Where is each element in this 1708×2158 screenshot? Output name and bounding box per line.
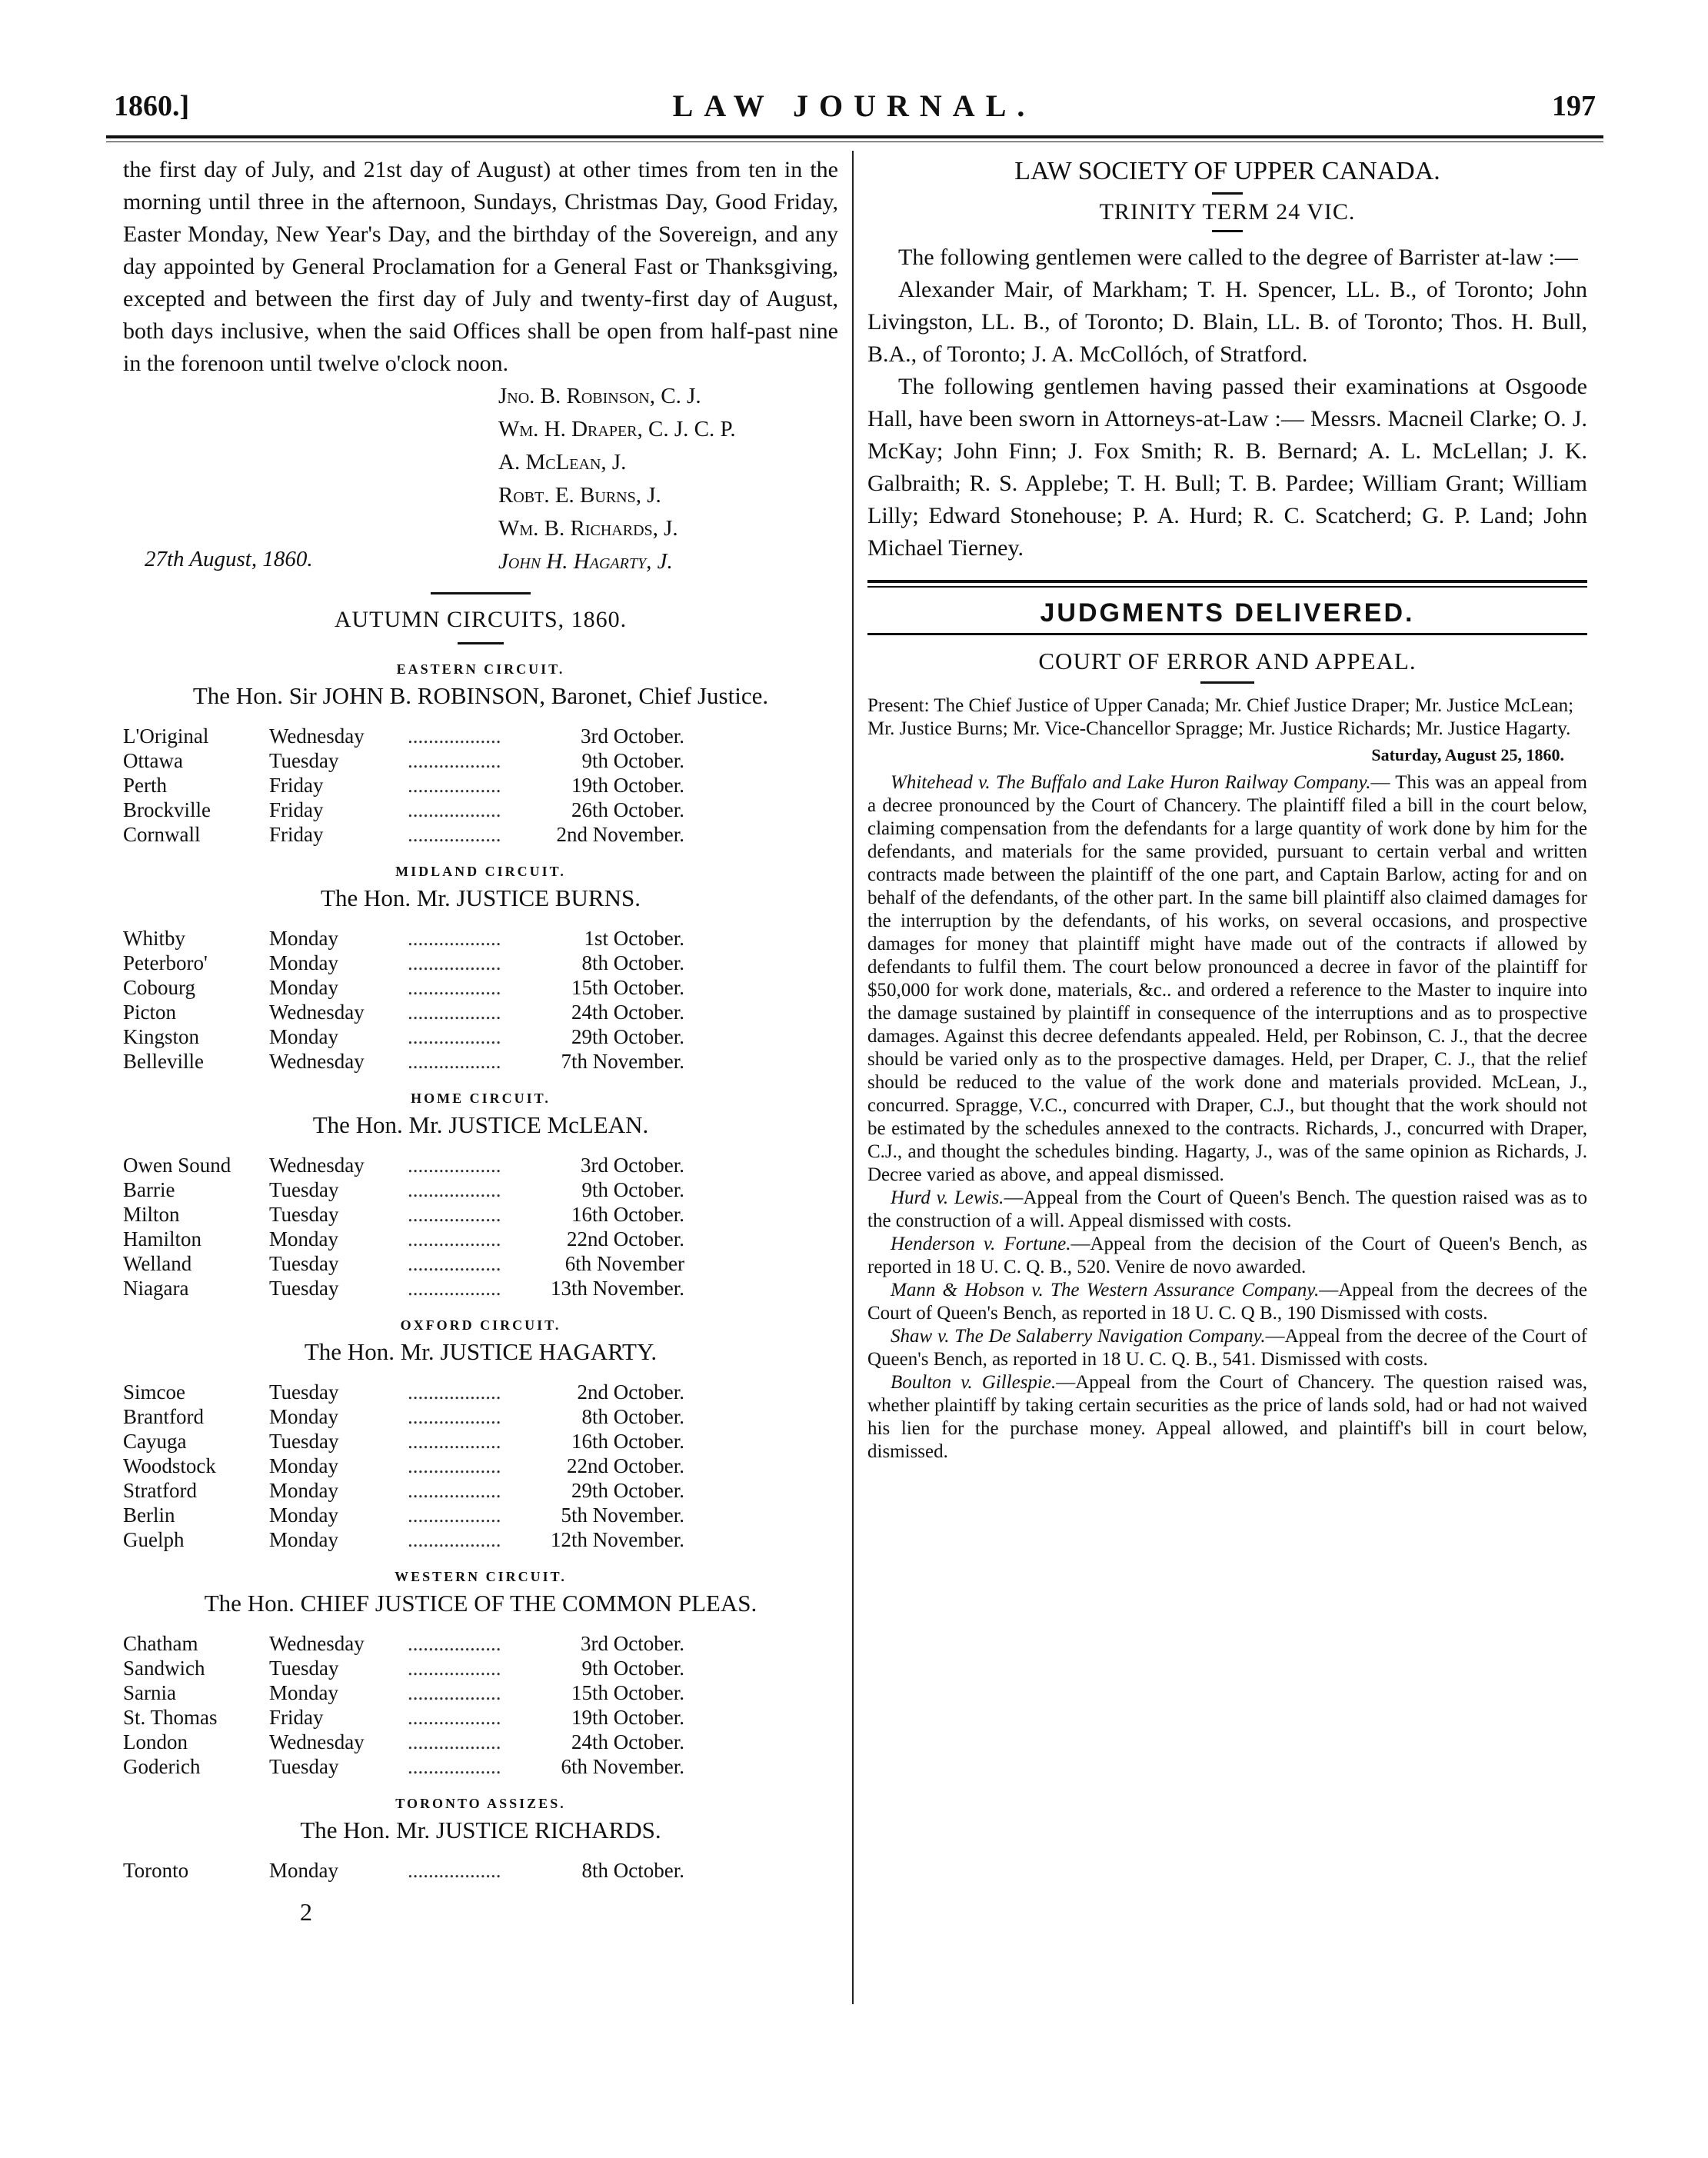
circuit-town: Ottawa <box>123 749 183 772</box>
leader-dots: .................. <box>408 1706 501 1729</box>
society-title: LAW SOCIETY OF UPPER CANADA. <box>1014 157 1440 185</box>
circuit-day: Friday <box>269 823 324 846</box>
circuit-town: Guelph <box>123 1528 185 1551</box>
circuit-day: Monday <box>269 976 338 999</box>
circuit-day: Wednesday <box>269 1730 365 1753</box>
circuit-date: 2nd October. <box>577 1380 684 1404</box>
barristers-intro: The following gentlemen were called to the degree of Barrister at-law :— <box>898 245 1578 270</box>
circuit-date: 13th November. <box>551 1277 684 1300</box>
present-judges: Present: The Chief Justice of Upper Canada; Mr. Chief Justice Draper; Mr. Justice McLean; Mr. Justice Burns; Mr. Vice-Chancellor Spragge; Mr. Justice Richards; Mr. Justice Hagarty. <box>867 695 1574 739</box>
circuit-day: Friday <box>269 1706 324 1729</box>
signature: John H. Hagarty, J. <box>498 549 673 574</box>
double-rule <box>867 580 1587 588</box>
circuit-town: Cornwall <box>123 823 201 846</box>
circuit-day: Tuesday <box>269 1277 339 1300</box>
leader-dots: .................. <box>408 1859 501 1882</box>
circuit-day: Monday <box>269 951 338 974</box>
circuit-name: OXFORD CIRCUIT. <box>400 1317 561 1333</box>
cases-list <box>867 771 1587 1464</box>
circuit-day: Tuesday <box>269 1657 339 1680</box>
circuit-row <box>123 1404 684 1429</box>
circuit-day: Tuesday <box>269 1252 339 1275</box>
journal-title: LAW JOURNAL. <box>672 88 1036 123</box>
case-report <box>867 1325 1587 1371</box>
attorneys-paragraph: The following gentlemen having passed their examinations at Osgoode Hall, have been sworn in Attorneys-at-Law :— Messrs. Macneil Clarke; O. J. McKay; John Finn; J. Fox Smith; R. B. Bernard; A. L. McLellan; J. K. Galbraith; R. S. Applebe; T. H. Bull; T. B. Pardee; William Grant; William Lilly; Edward Stonehouse; P. A. Hurd; R. C. Scatcherd; G. P. Land; John Michael Tierney. <box>867 374 1587 561</box>
leader-dots: .................. <box>408 1252 501 1275</box>
right-column <box>867 154 1587 1464</box>
circuit-date: 19th October. <box>571 774 684 797</box>
circuit-town: Kingston <box>123 1025 200 1048</box>
circuit-table <box>123 1153 684 1300</box>
section-rule <box>1212 192 1243 195</box>
barristers-list: Alexander Mair, of Markham; T. H. Spencer, LL. B., of Toronto; John Livingston, LL. B., of Toronto; D. Blain, LL. B. of Toronto; Thos. H. Bull, B.A., of Toronto; J. A. McCollóch, of Stratford. <box>867 277 1587 367</box>
circuit-day: Monday <box>269 1227 338 1251</box>
signature: Wm. H. Draper, C. J. C. P. <box>498 417 736 441</box>
circuit-day: Monday <box>269 1681 338 1704</box>
case-name: Boulton v. Gillespie. <box>891 1372 1057 1393</box>
circuit-date: 24th October. <box>571 1001 684 1024</box>
circuit-town: Barrie <box>123 1178 175 1201</box>
circuit-name: HOME CIRCUIT. <box>411 1091 551 1106</box>
leader-dots: .................. <box>408 774 501 797</box>
circuit-town: Goderich <box>123 1755 201 1778</box>
leader-dots: .................. <box>408 927 501 950</box>
page-number: 197 <box>1552 90 1596 122</box>
circuit-town: London <box>123 1730 188 1753</box>
circuits-title: AUTUMN CIRCUITS, 1860. <box>334 607 628 632</box>
signature: Jno. B. Robinson, C. J. <box>498 384 701 408</box>
circuit-name: MIDLAND CIRCUIT. <box>395 864 566 879</box>
circuit-town: Woodstock <box>123 1454 216 1477</box>
circuit-table <box>123 1631 684 1779</box>
circuit-town: Cayuga <box>123 1430 187 1453</box>
leader-dots: .................. <box>408 951 501 974</box>
circuit-name: WESTERN CIRCUIT. <box>395 1569 567 1584</box>
circuit-town: Niagara <box>123 1277 189 1300</box>
circuit-date: 5th November. <box>561 1504 684 1527</box>
leader-dots: .................. <box>408 798 501 821</box>
circuit-day: Monday <box>269 1025 338 1048</box>
case-report <box>867 1187 1587 1233</box>
circuit-row <box>123 1227 684 1251</box>
circuit-town: Picton <box>123 1001 177 1024</box>
circuit-date: 2nd November. <box>556 823 684 846</box>
circuit-date: 22nd October. <box>567 1227 684 1251</box>
circuit-row <box>123 1251 684 1276</box>
case-name: Hurd v. Lewis. <box>891 1187 1004 1208</box>
circuit-day: Monday <box>269 927 338 950</box>
circuit-day: Tuesday <box>269 749 339 772</box>
circuit-table <box>123 1858 684 1883</box>
circuit-table <box>123 724 684 847</box>
leader-dots: .................. <box>408 1001 501 1024</box>
circuit-row <box>123 1153 684 1177</box>
circuit-day: Wednesday <box>269 1154 365 1177</box>
column-divider <box>852 151 854 2004</box>
circuit-table <box>123 926 684 1074</box>
circuit-date: 1st October. <box>584 927 684 950</box>
case-text: —Appeal from the decree of the Court of Queen's Bench, as reported in 18 U. C. Q. B., 541. Dismissed with costs. <box>867 1326 1587 1370</box>
leader-dots: .................. <box>408 1632 501 1655</box>
signature: A. McLean, J. <box>498 450 627 475</box>
circuit-row <box>123 1503 684 1527</box>
circuit-row <box>123 1858 684 1883</box>
circuit-date: 8th October. <box>581 1859 684 1882</box>
circuit-table <box>123 1380 684 1552</box>
circuit-row <box>123 1527 684 1552</box>
circuit-day: Friday <box>269 798 324 821</box>
case-text: —Appeal from the decision of the Court of Queen's Bench, as reported in 18 U. C. Q. B., 520. Venire de novo awarded. <box>867 1234 1587 1277</box>
circuit-row <box>123 1754 684 1779</box>
circuit-date: 3rd October. <box>581 724 684 748</box>
circuit-row <box>123 1024 684 1049</box>
leader-dots: .................. <box>408 1504 501 1527</box>
circuit-judge: The Hon. Mr. JUSTICE BURNS. <box>321 884 641 911</box>
leader-dots: .................. <box>408 1178 501 1201</box>
leader-dots: .................. <box>408 1380 501 1404</box>
leader-dots: .................. <box>408 823 501 846</box>
circuit-row <box>123 1656 684 1680</box>
circuit-row <box>123 822 684 847</box>
circuit-row <box>123 975 684 1000</box>
leader-dots: .................. <box>408 1681 501 1704</box>
circuit-date: 8th October. <box>581 951 684 974</box>
page-header <box>106 83 1602 137</box>
circuit-date: 16th October. <box>571 1203 684 1226</box>
circuit-date: 7th November. <box>561 1050 684 1073</box>
case-text: —Appeal from the Court of Queen's Bench. The question raised was as to the construction of a will. Appeal dismissed with costs. <box>867 1187 1587 1231</box>
case-text: —Appeal from the Court of Chancery. The question raised was, whether plaintiff by taking certain securities as the price of lands sold, had or had not waived his lien for the purchase money. Appeal allowed, and plaintiff's bill in court below, dismissed. <box>867 1372 1587 1462</box>
leader-dots: .................. <box>408 1405 501 1428</box>
leader-dots: .................. <box>408 1154 501 1177</box>
leader-dots: .................. <box>408 1755 501 1778</box>
case-name: Henderson v. Fortune. <box>891 1234 1071 1254</box>
circuit-date: 9th October. <box>581 749 684 772</box>
circuit-town: Perth <box>123 774 167 797</box>
circuit-day: Monday <box>269 1504 338 1527</box>
circuit-date: 22nd October. <box>567 1454 684 1477</box>
judgments-rule <box>867 633 1587 635</box>
leader-dots: .................. <box>408 1227 501 1251</box>
circuit-row <box>123 1429 684 1454</box>
circuit-day: Wednesday <box>269 1632 365 1655</box>
section-rule <box>431 592 531 594</box>
leader-dots: .................. <box>408 1025 501 1048</box>
header-year: 1860.] <box>114 90 190 122</box>
leader-dots: .................. <box>408 1203 501 1226</box>
signature-mark: 2 <box>300 1898 312 1926</box>
circuit-day: Friday <box>269 774 324 797</box>
case-text: — This was an appeal from a decree pronounced by the Court of Chancery. The plaintiff filed a bill in the court below, claiming compensation from the defendants for a large quantity of work done by him for the defendants, and materials for the same provided, pursuant to certain verbal and written contracts made between the plaintiff of the one part, and Captain Barlow, acting for and on behalf of the defendants, of the other part. In the same bill plaintiff also claimed damages for the interruption by the defendants, of his works, on several occasions, and prospective damages for money that plaintiff might have made out of the contracts if allowed by defendants to fulfil them. The court below pronounced a decree in favor of the plaintiff for $50,000 for work done, materials, &c.. and ordered a reference to the Master to inquire into the damage sustained by plaintiff in consequence of the interruptions and as to prospective damages. Against this decree defendants appealed. Held, per Robinson, C. J., that the decree should be varied only as to the prospective damages. Held, per Draper, C. J., that the relief should be reduced to the value of the work done and materials provided. McLean, J., concurred. Spragge, V.C., concurred with Draper, C.J., but thought that the work should not be estimated by the schedules annexed to the contracts. Richards, J., concurred with Draper, C.J., and thought the schedules binding. Hagarty, J., was of the same opinion as Richards, J. Decree varied as above, and appeal dismissed. <box>867 772 1587 1185</box>
circuit-date: 29th October. <box>571 1025 684 1048</box>
circuit-date: 19th October. <box>571 1706 684 1729</box>
circuit-date: 24th October. <box>571 1730 684 1753</box>
case-report <box>867 1233 1587 1279</box>
circuit-row <box>123 1454 684 1478</box>
circuit-row <box>123 773 684 798</box>
circuit-town: Hamilton <box>123 1227 201 1251</box>
circuit-town: Simcoe <box>123 1380 185 1404</box>
left-column <box>123 154 838 1927</box>
leader-dots: .................. <box>408 1277 501 1300</box>
circuit-day: Tuesday <box>269 1430 339 1453</box>
circuit-town: Milton <box>123 1203 180 1226</box>
signatures-block <box>123 380 838 581</box>
circuit-day: Tuesday <box>269 1755 339 1778</box>
circuit-row <box>123 748 684 773</box>
circuit-town: Cobourg <box>123 976 196 999</box>
header-rule <box>106 135 1603 138</box>
circuit-date: 9th October. <box>581 1657 684 1680</box>
circuit-town: Peterboro' <box>123 951 208 974</box>
case-report <box>867 771 1587 1187</box>
judgments-title: JUDGMENTS DELIVERED. <box>1040 598 1415 628</box>
leader-dots: .................. <box>408 1050 501 1073</box>
leader-dots: .................. <box>408 1430 501 1453</box>
circuit-date: 3rd October. <box>581 1632 684 1655</box>
circuit-date: 29th October. <box>571 1479 684 1502</box>
circuit-town: L'Original <box>123 724 209 748</box>
signature: Robt. E. Burns, J. <box>498 483 661 508</box>
circuit-day: Monday <box>269 1859 338 1882</box>
order-date: 27th August, 1860. <box>145 547 313 571</box>
circuit-town: Belleville <box>123 1050 204 1073</box>
circuit-row <box>123 1705 684 1730</box>
case-name: Mann & Hobson v. The Western Assurance Company. <box>891 1280 1320 1300</box>
circuit-date: 12th November. <box>551 1528 684 1551</box>
circuit-date: 26th October. <box>571 798 684 821</box>
circuit-day: Monday <box>269 1479 338 1502</box>
circuit-row <box>123 724 684 748</box>
circuit-town: Brockville <box>123 798 211 821</box>
circuit-date: 16th October. <box>571 1430 684 1453</box>
circuit-town: Toronto <box>123 1859 189 1882</box>
circuit-row <box>123 1380 684 1404</box>
circuit-date: 6th November. <box>561 1755 684 1778</box>
circuit-row <box>123 1049 684 1074</box>
circuit-name: EASTERN CIRCUIT. <box>396 661 565 677</box>
section-rule <box>1200 681 1254 684</box>
leader-dots: .................. <box>408 749 501 772</box>
circuit-date: 3rd October. <box>581 1154 684 1177</box>
case-report <box>867 1279 1587 1325</box>
offices-hours-paragraph: the first day of July, and 21st day of August) at other times from ten in the morning until three in the afternoon, Sundays, Christmas Day, Good Friday, Easter Monday, New Year's Day, and the birthday of the Sovereign, and any day appointed by General Proclamation for a General Fast or Thanksgiving, excepted and between the first day of July and twenty-first day of August, both days inclusive, when the said Offices shall be open from half-past nine in the forenoon until twelve o'clock noon. <box>123 157 838 376</box>
circuit-town: Whitby <box>123 927 185 950</box>
circuit-row <box>123 1680 684 1705</box>
circuit-row <box>123 1202 684 1227</box>
leader-dots: .................. <box>408 1657 501 1680</box>
circuits-list <box>123 661 838 1883</box>
section-rule <box>458 642 504 644</box>
circuit-date: 8th October. <box>581 1405 684 1428</box>
leader-dots: .................. <box>408 1479 501 1502</box>
leader-dots: .................. <box>408 724 501 748</box>
circuit-town: Sarnia <box>123 1681 176 1704</box>
circuit-row <box>123 951 684 975</box>
signature: Wm. B. Richards, J. <box>498 516 678 541</box>
circuit-day: Monday <box>269 1405 338 1428</box>
case-report <box>867 1371 1587 1464</box>
circuit-judge: The Hon. CHIEF JUSTICE OF THE COMMON PLEAS. <box>204 1590 757 1617</box>
circuit-town: Sandwich <box>123 1657 205 1680</box>
circuit-row <box>123 1177 684 1202</box>
court-title: COURT OF ERROR AND APPEAL. <box>1038 648 1417 674</box>
circuit-row <box>123 1276 684 1300</box>
circuit-day: Wednesday <box>269 724 365 748</box>
circuit-town: Stratford <box>123 1479 197 1502</box>
circuit-row <box>123 1000 684 1024</box>
leader-dots: .................. <box>408 976 501 999</box>
circuit-town: Berlin <box>123 1504 175 1527</box>
circuit-date: 6th November <box>564 1252 684 1275</box>
circuit-row <box>123 1478 684 1503</box>
leader-dots: .................. <box>408 1730 501 1753</box>
signature-list <box>498 380 736 578</box>
judgment-date: Saturday, August 25, 1860. <box>1371 745 1564 764</box>
circuit-date: 15th October. <box>571 1681 684 1704</box>
leader-dots: .................. <box>408 1454 501 1477</box>
leader-dots: .................. <box>408 1528 501 1551</box>
circuit-row <box>123 798 684 822</box>
circuit-town: St. Thomas <box>123 1706 218 1729</box>
term-title: TRINITY TERM 24 VIC. <box>1099 199 1356 225</box>
circuit-town: Welland <box>123 1252 192 1275</box>
circuit-town: Brantford <box>123 1405 204 1428</box>
section-rule <box>1212 230 1243 232</box>
circuit-date: 15th October. <box>571 976 684 999</box>
circuit-day: Tuesday <box>269 1380 339 1404</box>
circuit-day: Monday <box>269 1528 338 1551</box>
circuit-day: Wednesday <box>269 1050 365 1073</box>
circuit-town: Chatham <box>123 1632 198 1655</box>
circuit-name: TORONTO ASSIZES. <box>395 1796 566 1811</box>
circuit-date: 9th October. <box>581 1178 684 1201</box>
circuit-day: Tuesday <box>269 1203 339 1226</box>
circuit-judge: The Hon. Mr. JUSTICE RICHARDS. <box>300 1817 661 1843</box>
circuit-judge: The Hon. Mr. JUSTICE HAGARTY. <box>304 1338 658 1365</box>
circuit-row <box>123 1631 684 1656</box>
circuit-row <box>123 1730 684 1754</box>
circuit-day: Monday <box>269 1454 338 1477</box>
circuit-town: Owen Sound <box>123 1154 231 1177</box>
circuit-day: Wednesday <box>269 1001 365 1024</box>
case-text: —Appeal from the decrees of the Court of Queen's Bench, as reported in 18 U. C. Q B., 190 Dismissed with costs. <box>867 1280 1587 1324</box>
circuit-row <box>123 926 684 951</box>
circuit-day: Tuesday <box>269 1178 339 1201</box>
circuit-judge: The Hon. Mr. JUSTICE McLEAN. <box>312 1111 649 1138</box>
case-name: Shaw v. The De Salaberry Navigation Company. <box>891 1326 1266 1347</box>
circuit-judge: The Hon. Sir JOHN B. ROBINSON, Baronet, Chief Justice. <box>192 682 769 709</box>
case-name: Whitehead v. The Buffalo and Lake Huron Railway Company. <box>891 772 1371 793</box>
